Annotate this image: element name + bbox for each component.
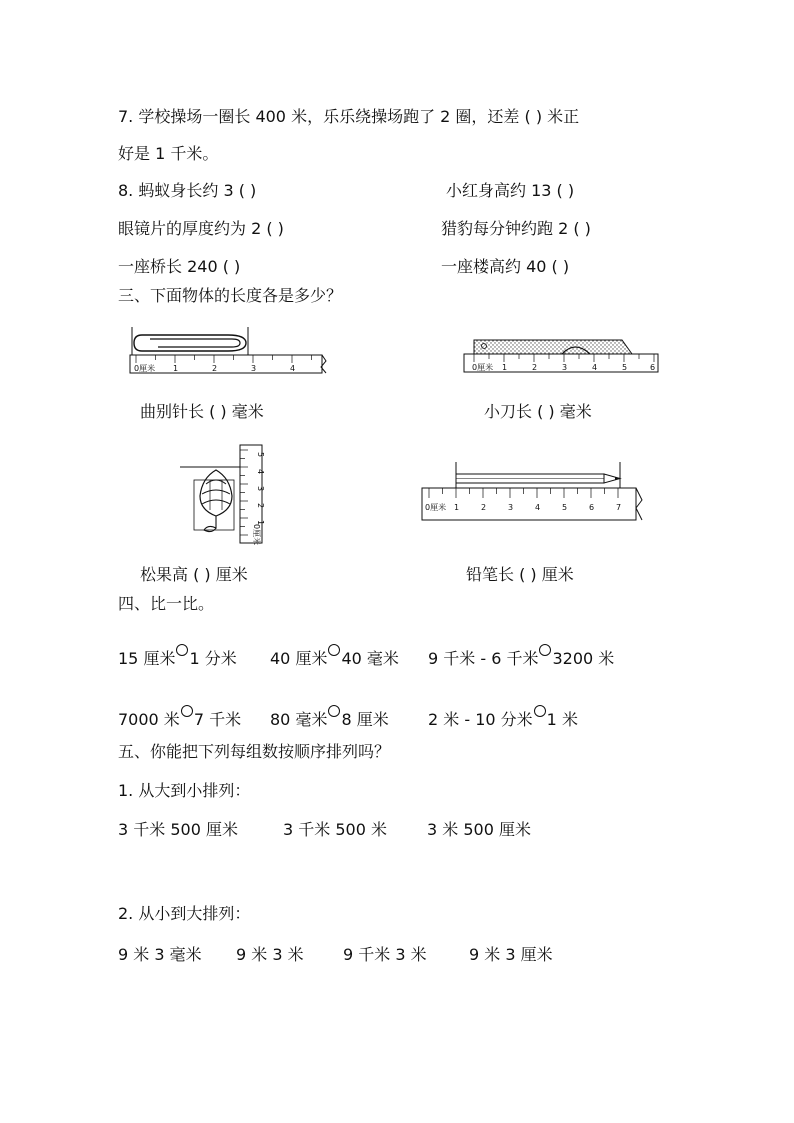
- clip-ruler-unit: 0厘米: [134, 364, 156, 373]
- compare-right: 8 厘米: [341, 710, 389, 729]
- pencil-ruler-tick: 4: [535, 503, 541, 512]
- compare-item-1: [118, 644, 237, 669]
- compare-right: 1 米: [546, 710, 578, 729]
- section3-title: 三、下面物体的长度各是多少？: [118, 286, 343, 305]
- q8-bridge: 一座桥长 240 ( ): [118, 257, 241, 276]
- clip-ruler-tick: 2: [212, 364, 218, 373]
- compare-right: 1 分米: [189, 649, 237, 668]
- vertical-ruler-tick: 5: [256, 452, 265, 458]
- compare-left: 7000 米: [118, 710, 180, 729]
- clip-caption: 曲别针长 ( ) 毫米: [140, 402, 264, 421]
- compare-circle-icon[interactable]: [539, 644, 551, 656]
- group1-item: 3 千米 500 米: [283, 820, 387, 839]
- q7-line2: 好是 1 千米。: [118, 144, 219, 163]
- compare-circle-icon[interactable]: [328, 644, 340, 656]
- group2-item: 9 米 3 厘米: [469, 945, 553, 964]
- q8-lens: 眼镜片的厚度约为 2 ( ): [118, 219, 284, 238]
- q8-building: 一座楼高约 40 ( ): [441, 257, 570, 276]
- section4-title: 四、比一比。: [118, 594, 215, 613]
- pencil-ruler-tick: 3: [508, 503, 514, 512]
- compare-circle-icon[interactable]: [176, 644, 188, 656]
- knife-ruler-unit: 0厘米: [472, 363, 494, 372]
- group2-title: 2. 从小到大排列：: [118, 904, 251, 923]
- compare-circle-icon[interactable]: [181, 705, 193, 717]
- knife-ruler-tick: 1: [502, 363, 508, 372]
- clip-ruler-tick: 4: [290, 364, 296, 373]
- compare-left: 9 千米 - 6 千米: [428, 649, 539, 668]
- compare-circle-icon[interactable]: [328, 705, 340, 717]
- pencil-figure: [420, 460, 645, 525]
- q8-cheetah: 猎豹每分钟约跑 2 ( ): [441, 219, 591, 238]
- group2-item: 9 米 3 米: [236, 945, 304, 964]
- compare-left: 80 毫米: [270, 710, 328, 729]
- group1-item: 3 米 500 厘米: [427, 820, 531, 839]
- compare-left: 15 厘米: [118, 649, 176, 668]
- vertical-ruler-tick: 4: [256, 469, 265, 475]
- q8-ant: 8. 蚂蚁身长约 3 ( ): [118, 181, 257, 200]
- pencil-ruler-unit: 0厘米: [425, 503, 447, 512]
- group1-title: 1. 从大到小排列：: [118, 781, 251, 800]
- pencil-ruler-tick: 5: [562, 503, 568, 512]
- pencil-ruler-tick: 1: [454, 503, 460, 512]
- paperclip-figure: [128, 325, 328, 385]
- clip-ruler-tick: 3: [251, 364, 257, 373]
- knife-figure: [462, 330, 662, 382]
- compare-left: 40 厘米: [270, 649, 328, 668]
- vertical-ruler-unit: 0厘米: [252, 524, 261, 546]
- compare-item-2: [270, 644, 399, 669]
- pencil-ruler-tick: 6: [589, 503, 595, 512]
- cone-caption: 松果高 ( ) 厘米: [140, 565, 248, 584]
- pencil-ruler-tick: 7: [616, 503, 622, 512]
- q7-line1: 7. 学校操场一圈长 400 米，乐乐绕操场跑了 2 圈，还差 ( ) 米正: [118, 107, 580, 126]
- vertical-ruler-tick: 1: [256, 520, 265, 526]
- pinecone-figure: [180, 440, 280, 550]
- group2-item: 9 千米 3 米: [343, 945, 427, 964]
- knife-ruler-tick: 4: [592, 363, 598, 372]
- clip-ruler-tick: 1: [173, 364, 179, 373]
- compare-left: 2 米 - 10 分米: [428, 710, 533, 729]
- compare-right: 7 千米: [193, 710, 242, 729]
- q8-height: 小红身高约 13 ( ): [446, 181, 575, 200]
- group1-item: 3 千米 500 厘米: [118, 820, 238, 839]
- knife-ruler-tick: 6: [650, 363, 656, 372]
- compare-right: 40 毫米: [341, 649, 399, 668]
- pencil-caption: 铅笔长 ( ) 厘米: [466, 565, 574, 584]
- compare-right: 3200 米: [552, 649, 615, 668]
- compare-item-6: [428, 705, 578, 730]
- compare-item-3: [428, 644, 614, 669]
- compare-item-5: [270, 705, 389, 730]
- pencil-ruler-tick: 2: [481, 503, 487, 512]
- group2-item: 9 米 3 毫米: [118, 945, 202, 964]
- knife-ruler-tick: 5: [622, 363, 628, 372]
- compare-item-4: [118, 705, 241, 730]
- knife-caption: 小刀长 ( ) 毫米: [484, 402, 592, 421]
- vertical-ruler-tick: 3: [256, 486, 265, 492]
- compare-circle-icon[interactable]: [534, 705, 546, 717]
- knife-ruler-tick: 3: [562, 363, 568, 372]
- knife-ruler-tick: 2: [532, 363, 538, 372]
- vertical-ruler-tick: 2: [256, 503, 265, 509]
- section5-title: 五、你能把下列每组数按顺序排列吗？: [118, 742, 391, 761]
